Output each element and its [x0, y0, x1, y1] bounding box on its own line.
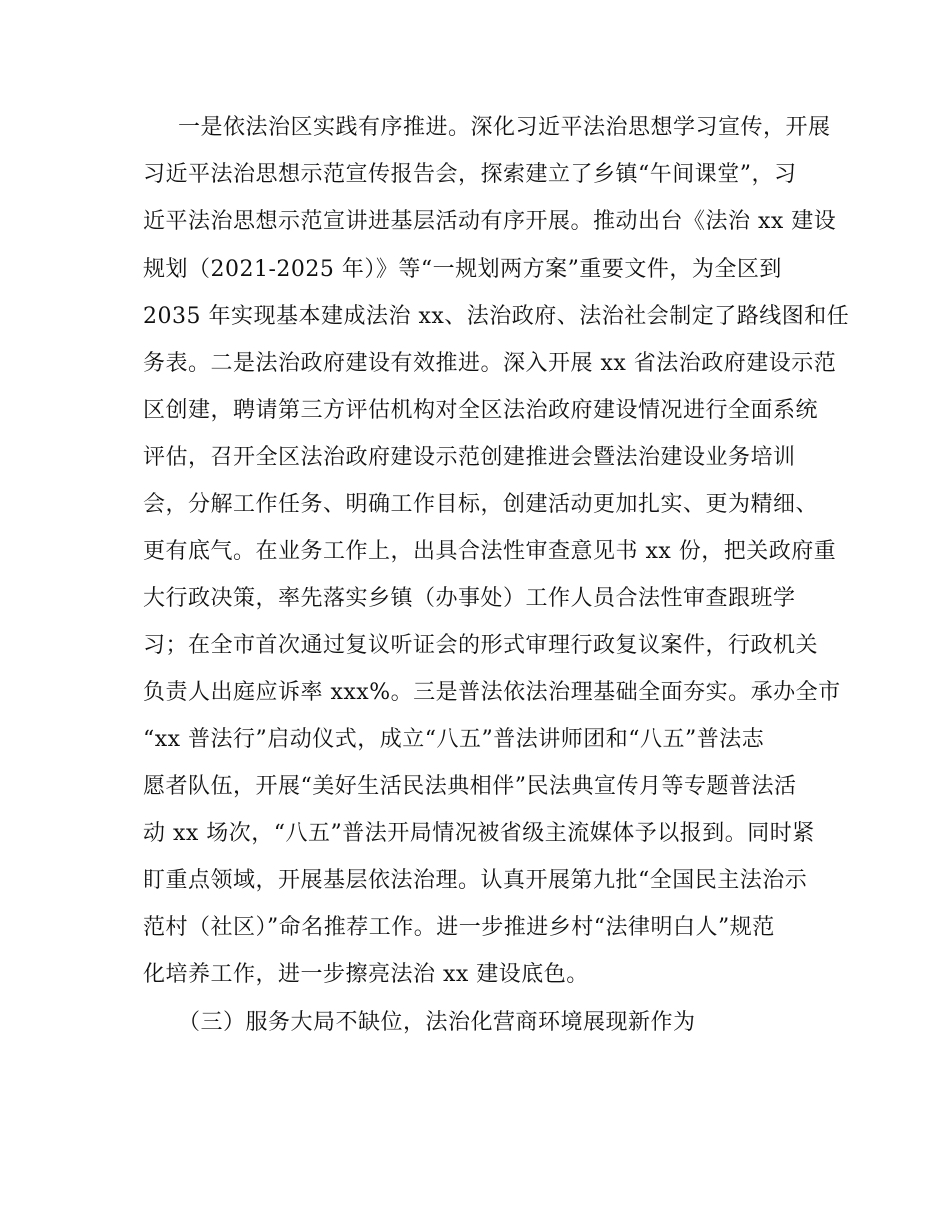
- paragraph-line-7: 区创建，聘请第三方评估机构对全区法治政府建设情况进行全面系统: [143, 398, 819, 423]
- paragraph-line-10: 更有底气。在业务工作上，出具合法性审查意见书 xx 份，把关政府重: [143, 539, 837, 564]
- paragraph-line-2: 习近平法治思想示范宣传报告会，探索建立了乡镇“午间课堂”，习: [143, 162, 797, 187]
- paragraph-line-4: 规划（2021-2025 年）》等“一规划两方案”重要文件，为全区到: [143, 257, 782, 282]
- section-heading: （三）服务大局不缺位，法治化营商环境展现新作为: [178, 1010, 696, 1035]
- paragraph-line-15: 愿者队伍，开展“美好生活民法典相伴”民法典宣传月等专题普法活: [143, 774, 797, 799]
- paragraph-line-17: 盯重点领域，开展基层依法治理。认真开展第九批“全国民主法治示: [143, 868, 808, 893]
- paragraph-line-12: 习；在全市首次通过复议听证会的形式审理行政复议案件，行政机关: [143, 633, 819, 658]
- paragraph-line-6: 务表。二是法治政府建设有效推进。深入开展 xx 省法治政府建设示范: [143, 351, 837, 376]
- paragraph-line-19: 化培养工作，进一步擦亮法治 xx 建设底色。: [143, 962, 589, 987]
- paragraph-line-9: 会，分解工作任务、明确工作目标，创建活动更加扎实、更为精细、: [143, 492, 819, 517]
- paragraph-line-11: 大行政决策，率先落实乡镇（办事处）工作人员合法性审查跟班学: [143, 586, 796, 611]
- paragraph-line-13: 负责人出庭应诉率 xxx%。三是普法依法治理基础全面夯实。承办全市: [143, 680, 841, 705]
- paragraph-line-5: 2035 年实现基本建成法治 xx、法治政府、法治社会制定了路线图和任: [143, 304, 850, 329]
- paragraph-line-8: 评估，召开全区法治政府建设示范创建推进会暨法治建设业务培训: [143, 445, 796, 470]
- paragraph-line-3: 近平法治思想示范宣讲进基层活动有序开展。推动出台《法治 xx 建设: [143, 209, 837, 234]
- paragraph-line-18: 范村（社区）”命名推荐工作。进一步推进乡村“法律明白人”规范: [143, 915, 775, 940]
- paragraph-line-16: 动 xx 场次，“八五”普法开局情况被省级主流媒体予以报到。同时紧: [143, 821, 815, 846]
- paragraph-line-1: 一是依法治区实践有序推进。深化习近平法治思想学习宣传，开展: [178, 115, 831, 140]
- paragraph-line-14: “xx 普法行”启动仪式，成立“八五”普法讲师团和“八五”普法志: [143, 727, 765, 752]
